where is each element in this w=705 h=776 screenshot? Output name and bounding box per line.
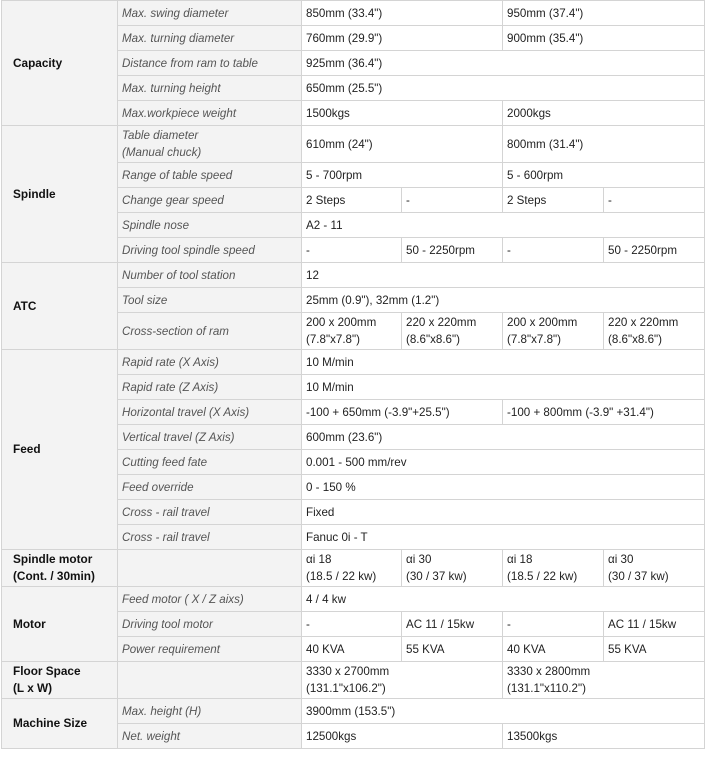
spec-table: [1, 0, 705, 749]
spec-value: 5 - 600rpm: [503, 163, 705, 188]
table-row: [2, 699, 705, 724]
spec-label: Max. height (H): [118, 699, 302, 724]
spec-value: A2 - 11: [302, 213, 705, 238]
spec-value: 5 - 700rpm: [302, 163, 503, 188]
spec-value: -: [402, 188, 503, 213]
spec-value: 2 Steps: [503, 188, 604, 213]
spec-value: 650mm (25.5"): [302, 76, 705, 101]
spec-label: Spindle nose: [118, 213, 302, 238]
spec-value: 13500kgs: [503, 724, 705, 749]
spec-value: [302, 313, 402, 350]
spec-label: Rapid rate (Z Axis): [118, 375, 302, 400]
spec-value-line: (131.1"x106.2"): [306, 682, 386, 695]
spec-label-line: (Manual chuck): [122, 146, 202, 159]
spec-label: Net. weight: [118, 724, 302, 749]
table-row: [2, 587, 705, 612]
spec-value: [402, 550, 503, 587]
spec-label: Max.workpiece weight: [118, 101, 302, 126]
table-row: [2, 350, 705, 375]
spec-value: 3900mm (153.5"): [302, 699, 705, 724]
spec-value-line: (7.8"x7.8"): [306, 333, 360, 346]
spec-label: Feed motor ( X / Z aixs): [118, 587, 302, 612]
spec-value-line: (18.5 / 22 kw): [306, 570, 377, 583]
spec-value: 600mm (23.6"): [302, 425, 705, 450]
category-motor: Motor: [2, 587, 118, 662]
spec-value: AC 11 / 15kw: [402, 612, 503, 637]
spec-value: AC 11 / 15kw: [604, 612, 705, 637]
spec-value-line: αi 30: [608, 553, 634, 566]
spec-value-line: αi 18: [306, 553, 332, 566]
category-spindle-motor: [2, 550, 118, 587]
spec-label: Range of table speed: [118, 163, 302, 188]
spec-label: Number of tool station: [118, 263, 302, 288]
category-spindle: Spindle: [2, 126, 118, 263]
spec-value: 25mm (0.9"), 32mm (1.2"): [302, 288, 705, 313]
spec-value-line: 200 x 200mm: [507, 316, 578, 329]
spec-value: 950mm (37.4"): [503, 1, 705, 26]
spec-value-line: (7.8"x7.8"): [507, 333, 561, 346]
category-line: (Cont. / 30min): [13, 569, 95, 583]
empty-cell: [118, 662, 302, 699]
spec-value: -: [302, 238, 402, 263]
spec-value: 4 / 4 kw: [302, 587, 705, 612]
spec-value: 800mm (31.4"): [503, 126, 705, 163]
spec-label: Cutting feed fate: [118, 450, 302, 475]
spec-value: 12: [302, 263, 705, 288]
table-row: [2, 550, 705, 587]
category-capacity: Capacity: [2, 1, 118, 126]
spec-value: -: [503, 612, 604, 637]
spec-value-line: 3330 x 2800mm: [507, 665, 591, 678]
category-feed: Feed: [2, 350, 118, 550]
spec-value: [503, 313, 604, 350]
spec-value: 55 KVA: [402, 637, 503, 662]
spec-label: Cross-section of ram: [118, 313, 302, 350]
spec-label: Cross - rail travel: [118, 500, 302, 525]
spec-value: 10 M/min: [302, 350, 705, 375]
spec-value: [503, 550, 604, 587]
spec-label: Feed override: [118, 475, 302, 500]
spec-label: Max. swing diameter: [118, 1, 302, 26]
spec-value: -100 + 650mm (-3.9"+25.5"): [302, 400, 503, 425]
spec-value: 50 - 2250rpm: [604, 238, 705, 263]
spec-value: 1500kgs: [302, 101, 503, 126]
category-machine-size: Machine Size: [2, 699, 118, 749]
spec-value: -: [302, 612, 402, 637]
category-atc: ATC: [2, 263, 118, 350]
spec-value: [302, 550, 402, 587]
spec-value: 900mm (35.4"): [503, 26, 705, 51]
spec-label: Distance from ram to table: [118, 51, 302, 76]
table-row: [2, 263, 705, 288]
category-floor-space: [2, 662, 118, 699]
spec-value-line: 200 x 200mm: [306, 316, 377, 329]
spec-value: 2 Steps: [302, 188, 402, 213]
spec-value: 925mm (36.4"): [302, 51, 705, 76]
category-line: Floor Space: [13, 664, 81, 678]
spec-value: [604, 313, 705, 350]
table-row: [2, 662, 705, 699]
spec-label: Max. turning diameter: [118, 26, 302, 51]
spec-value-line: (131.1"x110.2"): [507, 682, 586, 695]
spec-label: Cross - rail travel: [118, 525, 302, 550]
spec-value: 55 KVA: [604, 637, 705, 662]
spec-value: [302, 662, 503, 699]
spec-value: -: [604, 188, 705, 213]
spec-value-line: 220 x 220mm: [406, 316, 477, 329]
spec-value-line: 220 x 220mm: [608, 316, 679, 329]
spec-label: Tool size: [118, 288, 302, 313]
spec-value-line: αi 18: [507, 553, 533, 566]
table-row: [2, 126, 705, 163]
spec-value: 10 M/min: [302, 375, 705, 400]
spec-value-line: (18.5 / 22 kw): [507, 570, 578, 583]
spec-value: 610mm (24"): [302, 126, 503, 163]
spec-value: 760mm (29.9"): [302, 26, 503, 51]
spec-label: Driving tool spindle speed: [118, 238, 302, 263]
spec-value-line: (8.6"x8.6"): [406, 333, 460, 346]
empty-cell: [118, 550, 302, 587]
spec-label: Change gear speed: [118, 188, 302, 213]
table-row: [2, 1, 705, 26]
spec-value-line: αi 30: [406, 553, 432, 566]
spec-value: [402, 313, 503, 350]
spec-value: [604, 550, 705, 587]
spec-label: Power requirement: [118, 637, 302, 662]
spec-value-line: 3330 x 2700mm: [306, 665, 390, 678]
spec-label: Driving tool motor: [118, 612, 302, 637]
spec-value: [503, 662, 705, 699]
spec-value-line: (30 / 37 kw): [608, 570, 669, 583]
spec-value-line: (8.6"x8.6"): [608, 333, 662, 346]
spec-value: 0 - 150 %: [302, 475, 705, 500]
spec-value: 12500kgs: [302, 724, 503, 749]
spec-value: -100 + 800mm (-3.9" +31.4"): [503, 400, 705, 425]
spec-value: 40 KVA: [302, 637, 402, 662]
spec-label: Max. turning height: [118, 76, 302, 101]
category-line: Spindle motor: [13, 552, 93, 566]
category-line: (L x W): [13, 681, 53, 695]
spec-label-line: Table diameter: [122, 129, 199, 142]
spec-label: [118, 126, 302, 163]
spec-value: 850mm (33.4"): [302, 1, 503, 26]
spec-label: Horizontal travel (X Axis): [118, 400, 302, 425]
spec-value: 40 KVA: [503, 637, 604, 662]
spec-value: 50 - 2250rpm: [402, 238, 503, 263]
spec-value: Fanuc 0i - T: [302, 525, 705, 550]
spec-value: 0.001 - 500 mm/rev: [302, 450, 705, 475]
spec-value: -: [503, 238, 604, 263]
spec-value: 2000kgs: [503, 101, 705, 126]
spec-label: Rapid rate (X Axis): [118, 350, 302, 375]
spec-value: Fixed: [302, 500, 705, 525]
spec-value-line: (30 / 37 kw): [406, 570, 467, 583]
spec-label: Vertical travel (Z Axis): [118, 425, 302, 450]
